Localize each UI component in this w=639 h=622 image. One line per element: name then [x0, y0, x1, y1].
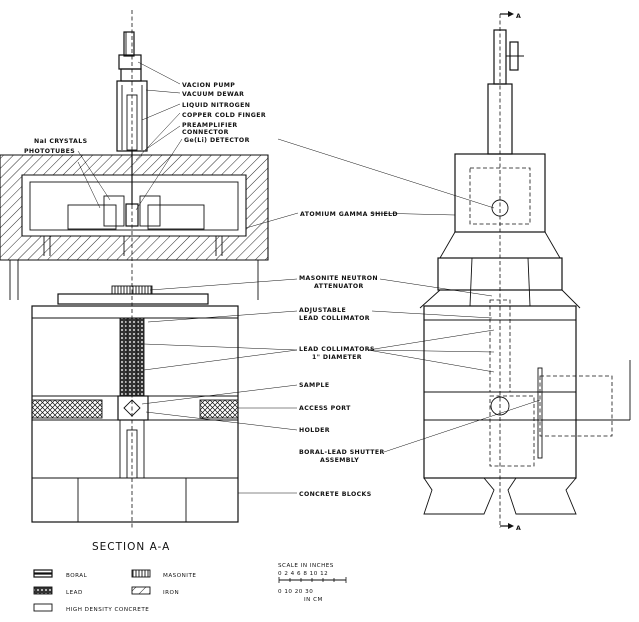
legend-masonite: MASONITE	[163, 573, 197, 579]
label-ge-li-detector: Ge(Li) DETECTOR	[184, 137, 250, 144]
legend-high-density-concrete: HIGH DENSITY CONCRETE	[66, 607, 150, 613]
scale-cm-unit: IN CM	[304, 597, 323, 603]
label-lead-collimator: LEAD COLLIMATOR	[299, 315, 370, 322]
gamma-shield	[0, 155, 268, 260]
label-nai-crystals: NaI CRYSTALS	[34, 138, 88, 145]
label-preamplifier: PREAMPLIFIER	[182, 122, 238, 129]
label-copper-cold-finger: COPPER COLD FINGER	[182, 112, 267, 119]
right-base-block	[424, 300, 630, 478]
section-arrow-top	[508, 11, 514, 17]
right-foot-left	[424, 478, 494, 514]
component-labels	[24, 82, 398, 498]
legend-boral: BORAL	[66, 573, 88, 579]
scale-cm-ticks: 0 10 20 30	[278, 589, 314, 595]
label-phototubes: PHOTOTUBES	[24, 148, 76, 155]
label-one-inch-diameter: 1" DIAMETER	[312, 354, 362, 361]
label-atomium-gamma-shield: ATOMIUM GAMMA SHIELD	[300, 211, 398, 218]
label-vacuum-pump: VACION PUMP	[182, 82, 236, 89]
label-masonite-neutron: MASONITE NEUTRON	[299, 275, 378, 282]
label-shutter-assembly: ASSEMBLY	[320, 457, 360, 464]
label-sample: SAMPLE	[299, 382, 330, 389]
label-lead-collimators: LEAD COLLIMATORS	[299, 346, 375, 353]
section-marker-top: A	[516, 13, 522, 20]
base-block	[32, 306, 238, 522]
right-section-view	[420, 11, 630, 532]
masonite-attenuator-plate	[58, 294, 208, 304]
scale-inch-ticks: 0 2 4 6 8 10 12	[278, 571, 329, 577]
label-holder: HOLDER	[299, 427, 330, 434]
right-foot-right	[508, 478, 576, 514]
label-connector: CONNECTOR	[182, 129, 229, 136]
label-boral-lead-shutter: BORAL-LEAD SHUTTER	[299, 449, 385, 456]
label-attenuator: ATTENUATOR	[314, 283, 364, 290]
label-access-port: ACCESS PORT	[299, 405, 351, 412]
material-legend	[34, 570, 196, 613]
section-caption: SECTION A-A	[92, 541, 171, 553]
legend-iron: IRON	[163, 590, 180, 596]
label-vacuum-dewar: VACUUM DEWAR	[182, 91, 245, 98]
label-liquid-nitrogen: LIQUID NITROGEN	[182, 102, 251, 109]
section-arrow-bottom	[508, 523, 514, 529]
vacuum-pump	[119, 32, 141, 81]
legend-lead: LEAD	[66, 590, 83, 596]
scale-title: SCALE IN INCHES	[278, 563, 334, 569]
scale-bar	[278, 563, 346, 603]
section-marker-bottom: A	[516, 525, 522, 532]
label-concrete-blocks: CONCRETE BLOCKS	[299, 491, 372, 498]
label-adjustable: ADJUSTABLE	[299, 307, 347, 314]
